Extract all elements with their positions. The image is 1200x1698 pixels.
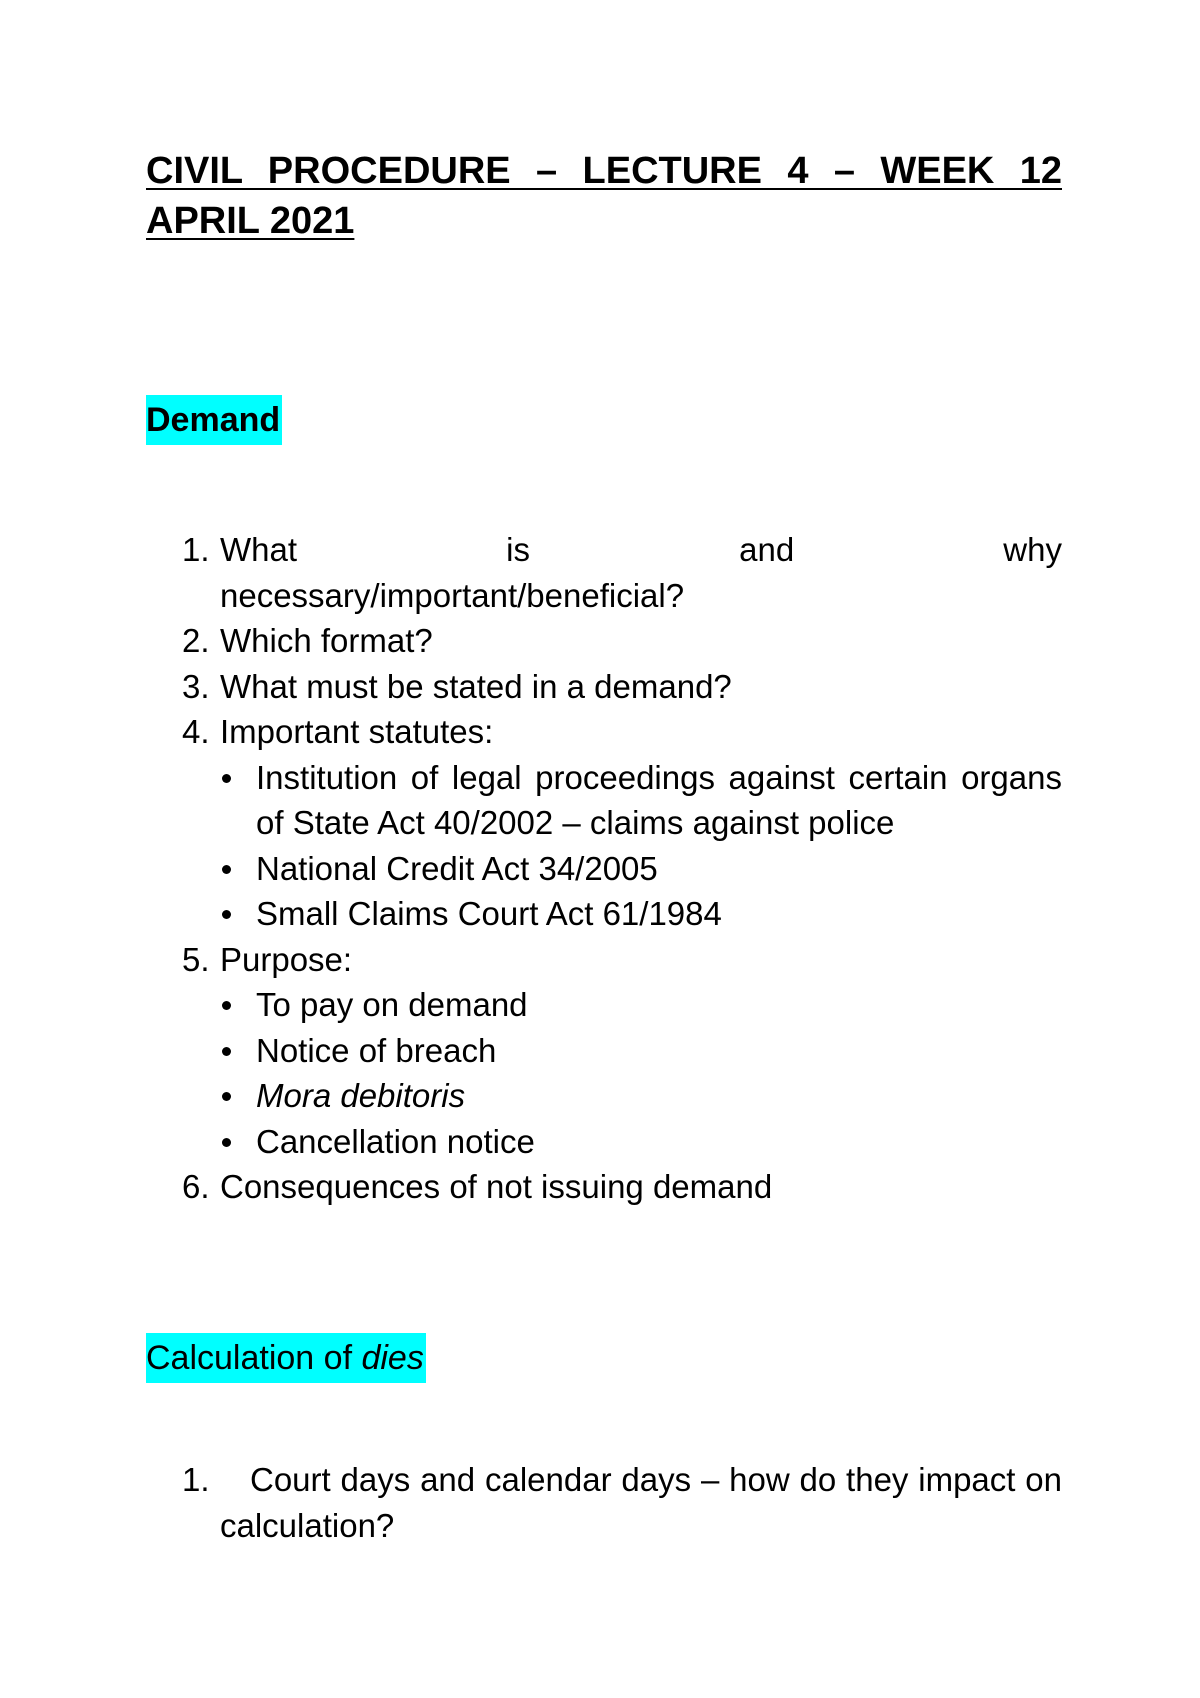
document-title	[146, 146, 1062, 246]
item-text: Important statutes:	[220, 713, 494, 750]
section-heading-demand: Demand	[146, 395, 282, 445]
list-item	[146, 618, 1062, 664]
list-item	[146, 709, 1062, 937]
item-number: 2.	[182, 622, 210, 659]
item-number: 4.	[182, 713, 210, 750]
bullet-text: Notice of breach	[256, 1031, 497, 1069]
bullet-item	[220, 982, 1062, 1028]
bullet-item	[220, 891, 1062, 937]
demand-list	[146, 527, 1062, 1210]
dies-list	[146, 1457, 1062, 1548]
bullet-icon	[222, 1092, 231, 1101]
item-text: Which format?	[220, 622, 433, 659]
list-item	[146, 937, 1062, 1165]
bullet-text: Small Claims Court Act 61/1984	[256, 895, 722, 932]
bullet-text: Institution of legal proceedings against certain organs of State Act 40/2002 – claims against police	[256, 758, 1062, 841]
item-number: 1.	[182, 531, 210, 568]
heading-dies-prefix: Calculation of	[146, 1339, 362, 1377]
title-line-1: CIVIL PROCEDURE – LECTURE 4 – WEEK 12	[146, 150, 1062, 192]
statutes-bullet-list	[220, 755, 1062, 937]
item-text: What must be stated in a demand?	[220, 667, 732, 705]
bullet-text: To pay on demand	[256, 986, 528, 1023]
item-text: Purpose:	[220, 940, 353, 978]
bullet-icon	[222, 910, 231, 919]
item-number: 3.	[182, 667, 210, 705]
bullet-icon	[222, 1047, 231, 1056]
item-text: Court days and calendar days – how do they impact on calculation?	[220, 1461, 1062, 1544]
list-item	[146, 1164, 1062, 1210]
item-text: Consequences of not issuing demand	[220, 1168, 773, 1205]
item-text-line-1: What is and why	[220, 531, 1062, 568]
bullet-icon	[222, 1138, 231, 1147]
bullet-text: National Credit Act 34/2005	[256, 849, 658, 887]
list-item	[146, 664, 1062, 710]
bullet-text: Mora debitoris	[256, 1077, 466, 1114]
title-line-2: APRIL 2021	[146, 200, 355, 242]
heading-dies-italic: dies	[361, 1339, 424, 1377]
bullet-item	[220, 1073, 1062, 1119]
item-number: 6.	[182, 1168, 210, 1205]
bullet-text: Cancellation notice	[256, 1122, 535, 1160]
purpose-bullet-list	[220, 982, 1062, 1164]
list-item	[146, 527, 1062, 618]
bullet-item	[220, 1028, 1062, 1074]
list-item	[146, 1457, 1062, 1548]
bullet-item	[220, 846, 1062, 892]
section-heading-dies	[146, 1333, 426, 1383]
bullet-item	[220, 1119, 1062, 1165]
item-number: 5.	[182, 940, 210, 978]
item-number: 1.	[182, 1461, 210, 1498]
bullet-item	[220, 755, 1062, 846]
bullet-icon	[222, 865, 231, 874]
bullet-icon	[222, 1001, 231, 1010]
bullet-icon	[222, 774, 231, 783]
item-text-line-2: necessary/important/beneficial?	[220, 576, 685, 614]
